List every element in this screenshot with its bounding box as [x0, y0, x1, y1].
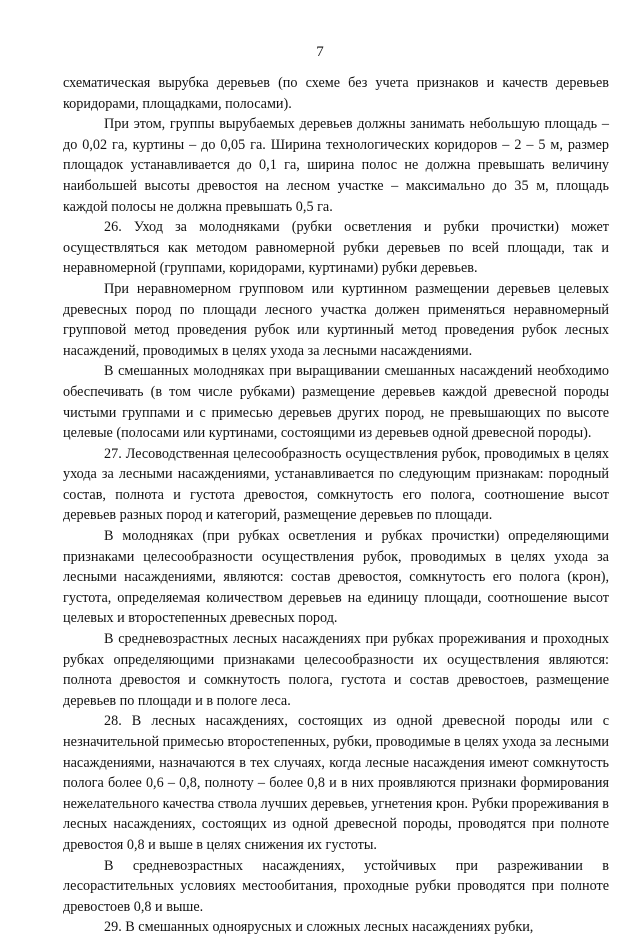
page-number: 7	[316, 44, 324, 60]
paragraph: схематическая вырубка деревьев (по схеме без учета признаков и качеств деревьев коридорами, площадками, полосами).	[63, 75, 609, 112]
paragraph: В средневозрастных лесных насаждениях при рубках прореживания и проходных рубках определяющими признаками целесообразности их осуществления являются: полнота древостоя и сомкнутость полога, густота и состав древостоев, размещение деревьев по площади и в пологе леса.	[63, 631, 609, 709]
paragraph: При этом, группы вырубаемых деревьев должны занимать небольшую площадь – до 0,02 га, куртины – до 0,05 га. Ширина технологических коридоров – 2 – 5 м, размер площадок устанавливается до 0,1 га, ширина полос не должна превышать величину наибольшей высоты древостоя на лесном участке – максимально до 35 м, площадь каждой полосы не должна превышать 0,5 га.	[63, 116, 609, 215]
paragraph: В молодняках (при рубках осветления и рубках прочистки) определяющими признаками целесообразности осуществления рубок, проводимых в целях ухода за лесными насаждениями, являются: состав древостоя, сомкнутость его полога (крон), густота, определяемая количеством деревьев на единицу площади, соотношение высот целевых и второстепенных древесных пород.	[63, 528, 609, 627]
paragraph: 28. В лесных насаждениях, состоящих из одной древесной породы или с незначительной примесью второстепенных, рубки, проводимые в целях ухода за лесными насаждениями, назначаются в тех случаях, когда лесные насаждения имеют сомкнутость полога более 0,6 – 0,8, полноту – более 0,8 и в них проявляются признаки формирования нежелательного качества ствола лучших деревьев, угнетения крон. Рубки прореживания в лесных насаждениях, состоящих из одной древесной породы, проводятся при полноте древостоя 0,8 и выше в целях снижения их густоты.	[63, 713, 609, 853]
paragraph: При неравномерном групповом или куртинном размещении деревьев целевых древесных пород по площади лесного участка должен применяться неравномерный групповой метод проведения рубок или куртинный метод проведения рубок лесных насаждений, проводимых в целях ухода за лесными насаждениями.	[63, 280, 609, 359]
paragraph-last: 29. В смешанных одноярусных и сложных лесных насаждениях рубки,	[104, 919, 534, 936]
paragraph: 27. Лесоводственная целесообразность осуществления рубок, проводимых в целях ухода за лесными насаждениями, устанавливается по следующим признакам: породный состав, полнота и густота древостоя, сомкнутость его полога, соотношение высот деревьев разных пород и категорий, размещение деревьев по площади.	[63, 445, 609, 524]
document-body	[63, 73, 609, 938]
paragraph: 26. Уход за молодняками (рубки осветления и рубки прочистки) может осуществляться как методом равномерной рубки деревьев по всей площади, так и неравномерной (группами, коридорами, куртинами) рубки деревьев.	[63, 219, 609, 277]
paragraph: В средневозрастных насаждениях, устойчивых при разреживании в лесорастительных условиях местообитания, проходные рубки проводятся при полноте древостоев 0,8 и выше.	[63, 857, 609, 915]
paragraph: В смешанных молодняках при выращивании смешанных насаждений необходимо обеспечивать (в том числе рубками) размещение деревьев каждой древесной породы чистыми группами и с примесью деревьев других пород, не превышающих по высоте целевые (полосами или куртинами, состоящими из деревьев одной древесной породы).	[63, 363, 609, 442]
